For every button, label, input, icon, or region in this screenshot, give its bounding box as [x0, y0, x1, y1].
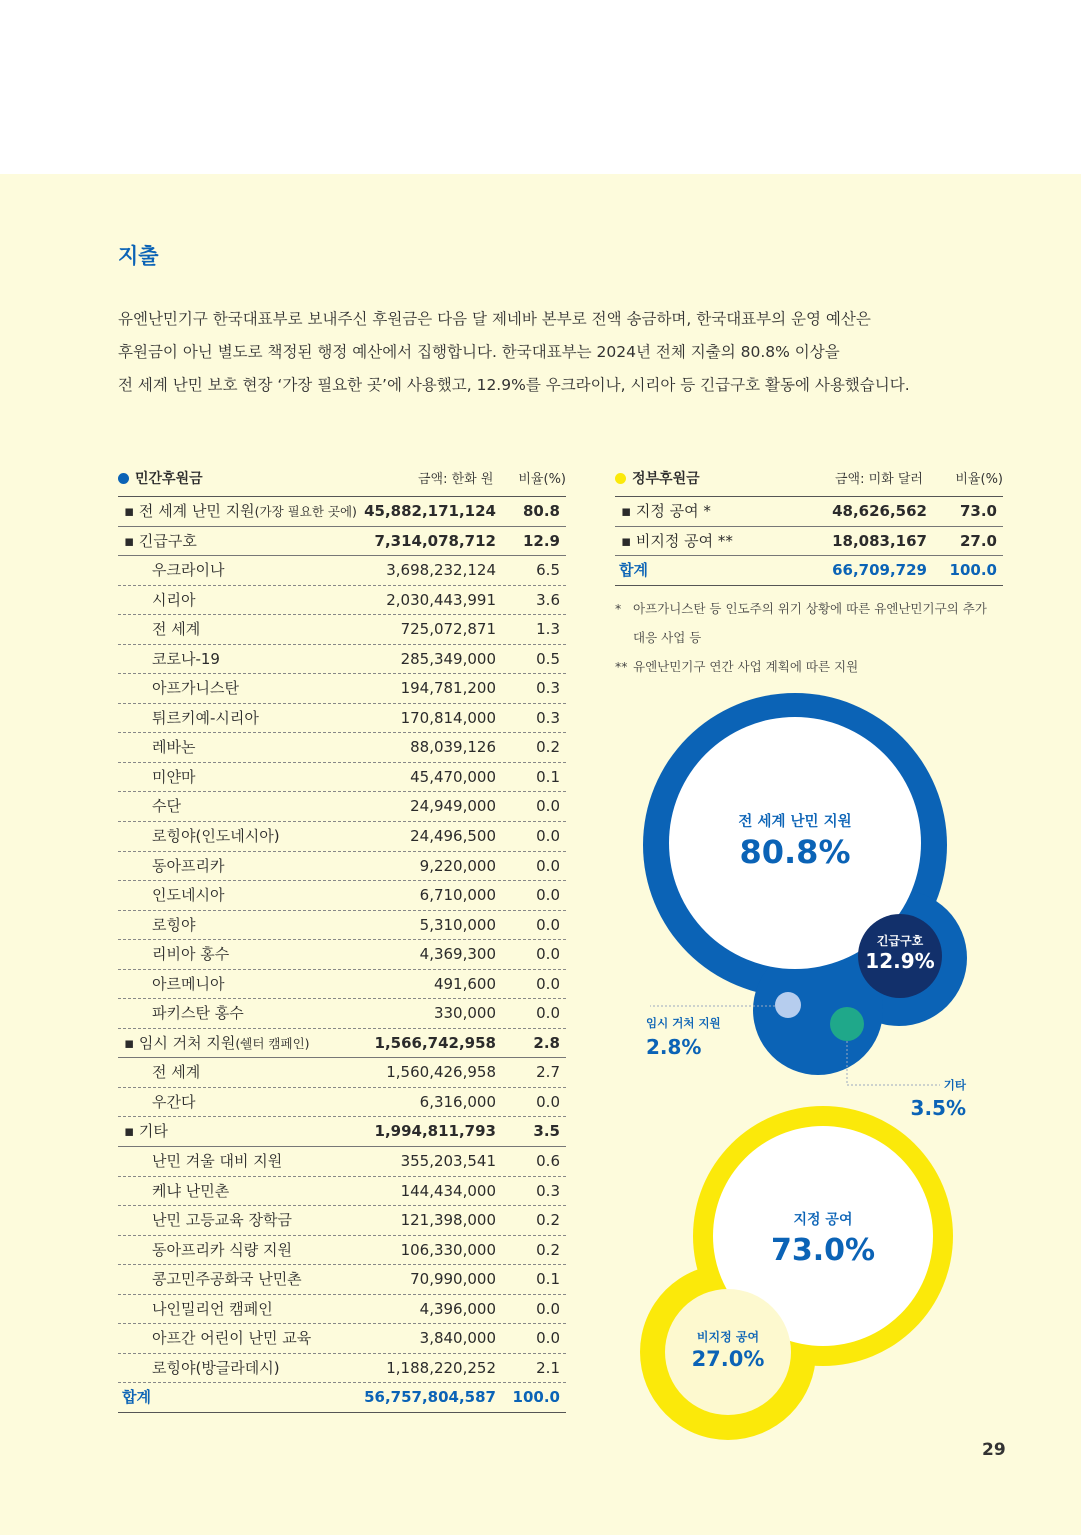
ratio-cell: 73.0 — [959, 502, 997, 520]
government-table-title-text: 정부후원금 — [632, 471, 700, 487]
ratio-column-header: 비율(%) — [518, 472, 566, 487]
shelter-title: 임시 거처 지원 — [646, 1016, 721, 1030]
main-bubble-value: 80.8% — [739, 833, 851, 871]
ratio-cell: 0.0 — [536, 915, 560, 934]
ratio-cell: 100.0 — [949, 561, 997, 580]
footnote-mark: ** — [615, 659, 628, 674]
amount-cell: 355,203,541 — [400, 1152, 496, 1171]
ratio-cell: 0.0 — [536, 1299, 560, 1318]
ratio-cell: 3.5 — [533, 1122, 560, 1141]
emergency-bubble-value: 12.9% — [865, 949, 935, 973]
row-label-text: 튀르키예-시리아 — [152, 708, 259, 727]
amount-cell: 4,396,000 — [419, 1299, 496, 1318]
ratio-cell: 0.3 — [536, 679, 560, 698]
designated-bubble-label — [723, 1209, 923, 1268]
amount-cell: 18,083,167 — [832, 531, 927, 550]
ratio-cell: 0.0 — [536, 886, 560, 905]
amount-cell: 3,840,000 — [419, 1329, 496, 1348]
other-title: 기타 — [943, 1078, 966, 1092]
row-label-text: 케냐 난민촌 — [152, 1181, 230, 1200]
amount-cell: 24,496,500 — [410, 827, 496, 846]
amount-cell: 4,369,300 — [419, 945, 496, 964]
ratio-cell: 0.5 — [536, 649, 560, 668]
ratio-cell: 0.0 — [536, 1329, 560, 1348]
footnote-line: 유엔난민기구 연간 사업 계획에 따른 지원 — [633, 659, 859, 674]
amount-column-header: 금액: 미화 달러 — [835, 472, 923, 487]
ratio-cell: 0.2 — [536, 1240, 560, 1259]
ratio-cell: 2.7 — [536, 1063, 560, 1082]
ratio-cell: 6.5 — [536, 561, 560, 580]
row-label-text: 합계 — [619, 561, 648, 580]
amount-cell: 56,757,804,587 — [364, 1388, 496, 1407]
intro-line: 후원금이 아닌 별도로 책정된 행정 예산에서 집행합니다. 한국대표부는 2024년 전체 지출의 80.8% 이상을 — [118, 343, 840, 361]
page-number: 29 — [982, 1440, 1006, 1460]
row-label-text: 전 세계 — [152, 1063, 201, 1082]
row-label-text: 콩고민주공화국 난민촌 — [152, 1270, 302, 1289]
amount-cell: 2,030,443,991 — [386, 590, 496, 609]
row-label-text: ▪ 비지정 공여 ** — [621, 531, 733, 550]
amount-cell: 6,710,000 — [419, 886, 496, 905]
amount-cell: 194,781,200 — [400, 679, 496, 698]
row-label-text: ▪ 긴급구호 — [124, 531, 197, 550]
other-value: 3.5% — [910, 1096, 966, 1120]
ratio-cell: 0.0 — [536, 945, 560, 964]
row-label-text: 아프가니스탄 — [152, 679, 239, 698]
amount-cell: 48,626,562 — [832, 502, 927, 520]
private-table-title-text: 민간후원금 — [135, 471, 203, 487]
footnote-line: 아프가니스탄 등 인도주의 위기 상황에 따른 유엔난민기구의 추가 — [633, 601, 987, 616]
row-label-text: 우크라이나 — [152, 561, 225, 580]
intro-line: 전 세계 난민 보호 현장 ‘가장 필요한 곳’에 사용했고, 12.9%를 우크라이나, 시리아 등 긴급구호 활동에 사용했습니다. — [118, 376, 910, 394]
amount-cell: 121,398,000 — [400, 1211, 496, 1230]
amount-cell: 24,949,000 — [410, 797, 496, 816]
ratio-cell: 0.2 — [536, 1211, 560, 1230]
row-label-text: 우간다 — [152, 1092, 196, 1111]
amount-cell: 6,316,000 — [419, 1092, 496, 1111]
designated-value: 73.0% — [770, 1233, 876, 1268]
ratio-column-header: 비율(%) — [955, 472, 1003, 487]
undesignated-title: 비지정 공여 — [696, 1330, 760, 1344]
emergency-bubble-title: 긴급구호 — [876, 934, 924, 948]
row-label-text: 로힝야(인도네시아) — [152, 827, 280, 846]
ratio-cell: 0.0 — [536, 974, 560, 993]
amount-cell: 1,560,426,958 — [386, 1063, 496, 1082]
amount-cell: 66,709,729 — [832, 561, 927, 580]
other-dot — [830, 1007, 864, 1041]
row-label-text: 리비아 홍수 — [152, 945, 230, 964]
row-label-text: ▪ 기타 — [124, 1122, 168, 1141]
amount-column-header: 금액: 한화 원 — [418, 472, 494, 487]
ratio-cell: 12.9 — [522, 531, 560, 550]
row-label-text: 로힝야(방글라데시) — [152, 1358, 280, 1377]
row-label-text: 인도네시아 — [152, 886, 225, 905]
row-label-text: 동아프리카 — [152, 856, 225, 875]
ratio-cell: 3.6 — [536, 590, 560, 609]
row-label-text: 미얀마 — [152, 767, 196, 786]
row-label-text: 레바논 — [152, 738, 196, 757]
amount-cell: 1,188,220,252 — [386, 1358, 496, 1377]
amount-cell: 170,814,000 — [400, 708, 496, 727]
amount-cell: 88,039,126 — [410, 738, 496, 757]
ratio-cell: 0.3 — [536, 708, 560, 727]
row-label-text: 합계 — [122, 1388, 151, 1407]
ratio-cell: 80.8 — [522, 502, 560, 520]
row-label-text: ▪ 지정 공여 * — [621, 502, 711, 520]
other-label — [906, 1077, 966, 1120]
amount-cell: 7,314,078,712 — [374, 531, 496, 550]
row-label-text: 코로나-19 — [152, 649, 220, 668]
intro-line: 유엔난민기구 한국대표부로 보내주신 후원금은 다음 달 제네바 본부로 전액 송금하며, 한국대표부의 운영 예산은 — [118, 310, 871, 328]
amount-cell: 5,310,000 — [419, 915, 496, 934]
amount-cell: 106,330,000 — [400, 1240, 496, 1259]
shelter-label — [646, 1015, 721, 1059]
ratio-cell: 0.1 — [536, 767, 560, 786]
amount-cell: 45,882,171,124 — [364, 502, 496, 520]
amount-cell: 70,990,000 — [410, 1270, 496, 1289]
ratio-cell: 0.3 — [536, 1181, 560, 1200]
amount-cell: 1,566,742,958 — [374, 1033, 496, 1052]
row-label-text: 아르메니아 — [152, 974, 225, 993]
ratio-cell: 0.0 — [536, 1004, 560, 1023]
row-label-text: ▪ 전 세계 난민 지원 — [124, 502, 255, 520]
ratio-cell: 2.1 — [536, 1358, 560, 1377]
ratio-cell: 2.8 — [533, 1033, 560, 1052]
row-label-text: 파키스탄 홍수 — [152, 1004, 244, 1023]
footnote-mark: * — [615, 601, 622, 616]
row-label-text: ▪ 임시 거처 지원 — [124, 1033, 236, 1052]
row-label-text: 로힝야 — [152, 915, 196, 934]
ratio-cell: 0.6 — [536, 1152, 560, 1171]
row-label-text: 난민 고등교육 장학금 — [152, 1211, 292, 1230]
amount-cell: 9,220,000 — [419, 856, 496, 875]
ratio-cell: 0.0 — [536, 827, 560, 846]
shelter-dot — [775, 992, 801, 1018]
amount-cell: 45,470,000 — [410, 767, 496, 786]
emergency-bubble-label — [850, 932, 950, 973]
government-bubble-group — [640, 1106, 953, 1440]
undesignated-value: 27.0% — [691, 1347, 765, 1371]
main-bubble-label — [695, 810, 895, 871]
amount-cell: 285,349,000 — [400, 649, 496, 668]
row-label-note: (가장 필요한 곳에) — [254, 504, 357, 519]
row-label-text: 수단 — [152, 797, 181, 816]
row-label-text: 나인밀리언 캠페인 — [152, 1299, 273, 1318]
row-label-text: 난민 겨울 대비 지원 — [152, 1152, 283, 1171]
ratio-cell: 0.2 — [536, 738, 560, 757]
amount-cell: 330,000 — [433, 1004, 496, 1023]
row-label-text: 아프간 어린이 난민 교육 — [152, 1329, 312, 1348]
row-label-text: 동아프리카 식량 지원 — [152, 1240, 292, 1259]
amount-cell: 3,698,232,124 — [386, 561, 496, 580]
undesignated-bubble-label — [668, 1328, 788, 1371]
section-title: 지출 — [118, 244, 159, 268]
ratio-cell: 0.0 — [536, 856, 560, 875]
shelter-value: 2.8% — [646, 1035, 702, 1059]
amount-cell: 725,072,871 — [400, 620, 496, 639]
footnote-line: 대응 사업 등 — [633, 630, 702, 645]
row-label-text: 시리아 — [152, 590, 196, 609]
ratio-cell: 0.0 — [536, 797, 560, 816]
ratio-cell: 0.0 — [536, 1092, 560, 1111]
amount-cell: 491,600 — [433, 974, 496, 993]
ratio-cell: 27.0 — [959, 531, 997, 550]
ratio-cell: 100.0 — [512, 1388, 560, 1407]
designated-title: 지정 공여 — [793, 1212, 853, 1228]
ratio-cell: 0.1 — [536, 1270, 560, 1289]
amount-cell: 1,994,811,793 — [374, 1122, 496, 1141]
ratio-cell: 1.3 — [536, 620, 560, 639]
row-label-text: 전 세계 — [152, 620, 201, 639]
main-bubble-title: 전 세계 난민 지원 — [738, 814, 852, 830]
row-label-note: (쉘터 캠페인) — [235, 1035, 310, 1051]
amount-cell: 144,434,000 — [400, 1181, 496, 1200]
